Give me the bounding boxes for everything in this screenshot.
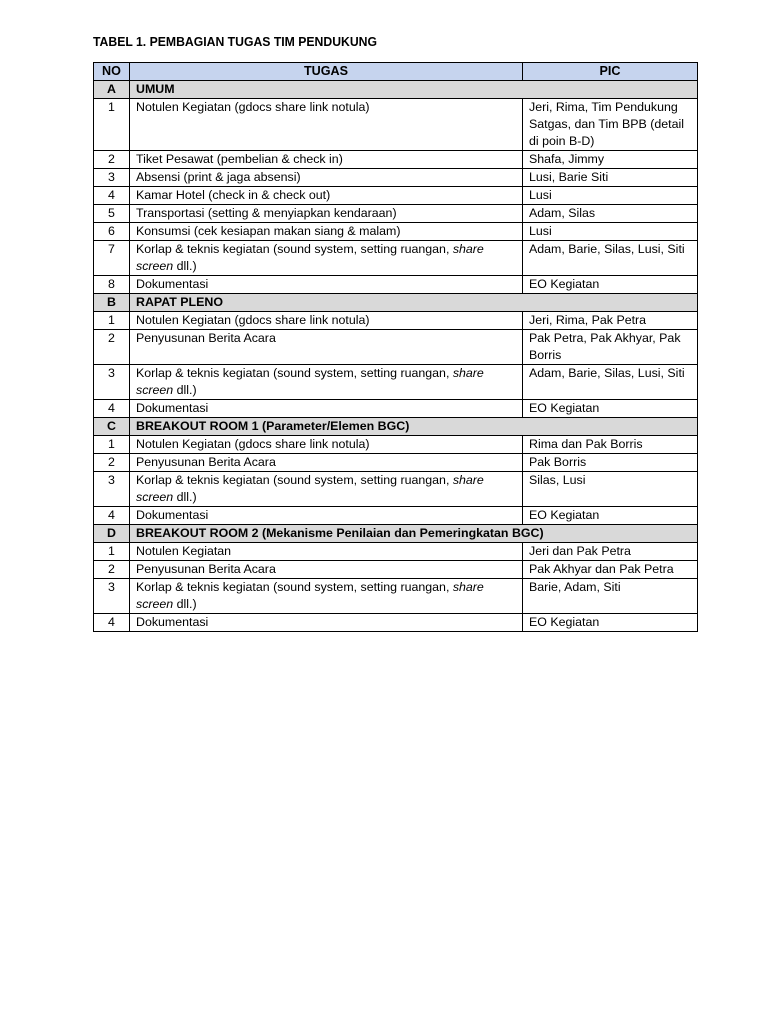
section-name: UMUM [130, 81, 698, 99]
task-cell [130, 151, 523, 169]
table-row [94, 400, 698, 418]
pic-cell: Barie, Adam, Siti [523, 579, 698, 614]
header-pic: PIC [523, 63, 698, 81]
table-body [94, 81, 698, 632]
task-text: Absensi (print & jaga absensi) [136, 170, 301, 184]
task-text: Korlap & teknis kegiatan (sound system, setting ruangan, [136, 473, 453, 487]
pic-cell: Pak Petra, Pak Akhyar, Pak Borris [523, 330, 698, 365]
task-cell [130, 330, 523, 365]
table-row [94, 365, 698, 400]
task-text: Dokumentasi [136, 401, 209, 415]
row-number: 1 [94, 543, 130, 561]
document-title: TABEL 1. PEMBAGIAN TUGAS TIM PENDUKUNG [93, 34, 378, 49]
section-row [94, 525, 698, 543]
table-row [94, 169, 698, 187]
pic-cell: Lusi, Barie Siti [523, 169, 698, 187]
task-cell [130, 169, 523, 187]
task-cell [130, 561, 523, 579]
task-text-italic: share screen [136, 473, 484, 504]
row-number: 6 [94, 223, 130, 241]
task-text: Konsumsi (cek kesiapan makan siang & malam) [136, 224, 401, 238]
section-letter: C [94, 418, 130, 436]
section-name: BREAKOUT ROOM 1 (Parameter/Elemen BGC) [130, 418, 698, 436]
table-row [94, 241, 698, 276]
task-text-italic: share screen [136, 242, 484, 273]
section-letter: D [94, 525, 130, 543]
task-cell [130, 241, 523, 276]
pic-cell: Silas, Lusi [523, 472, 698, 507]
task-text: Korlap & teknis kegiatan (sound system, setting ruangan, [136, 242, 453, 256]
row-number: 2 [94, 561, 130, 579]
pic-cell: EO Kegiatan [523, 276, 698, 294]
task-text: Dokumentasi [136, 508, 209, 522]
row-number: 2 [94, 454, 130, 472]
pic-cell: Pak Borris [523, 454, 698, 472]
task-text: Dokumentasi [136, 277, 209, 291]
row-number: 2 [94, 330, 130, 365]
task-cell [130, 276, 523, 294]
task-text: Penyusunan Berita Acara [136, 331, 276, 345]
table-row [94, 330, 698, 365]
task-cell [130, 454, 523, 472]
task-cell [130, 614, 523, 632]
row-number: 5 [94, 205, 130, 223]
table-row [94, 507, 698, 525]
section-letter: A [94, 81, 130, 99]
task-text: Tiket Pesawat (pembelian & check in) [136, 152, 343, 166]
table-row [94, 205, 698, 223]
row-number: 3 [94, 365, 130, 400]
section-row [94, 294, 698, 312]
row-number: 4 [94, 614, 130, 632]
task-text: Penyusunan Berita Acara [136, 455, 276, 469]
table-row [94, 579, 698, 614]
pic-cell: Jeri dan Pak Petra [523, 543, 698, 561]
table-row [94, 151, 698, 169]
task-text: Korlap & teknis kegiatan (sound system, setting ruangan, [136, 580, 453, 594]
pic-cell: Pak Akhyar dan Pak Petra [523, 561, 698, 579]
task-cell [130, 472, 523, 507]
task-text: Notulen Kegiatan (gdocs share link notula) [136, 437, 370, 451]
row-number: 4 [94, 187, 130, 205]
task-text: Korlap & teknis kegiatan (sound system, setting ruangan, [136, 366, 453, 380]
pic-cell: Jeri, Rima, Pak Petra [523, 312, 698, 330]
row-number: 3 [94, 579, 130, 614]
task-text: dll.) [173, 259, 197, 273]
row-number: 4 [94, 400, 130, 418]
pic-cell: Adam, Barie, Silas, Lusi, Siti [523, 365, 698, 400]
task-text: Penyusunan Berita Acara [136, 562, 276, 576]
row-number: 7 [94, 241, 130, 276]
task-text: Notulen Kegiatan (gdocs share link notula) [136, 313, 370, 327]
row-number: 1 [94, 312, 130, 330]
table-row [94, 472, 698, 507]
header-task: TUGAS [130, 63, 523, 81]
table-row [94, 614, 698, 632]
table-row [94, 543, 698, 561]
task-cell [130, 400, 523, 418]
pic-cell: Rima dan Pak Borris [523, 436, 698, 454]
table-row [94, 99, 698, 151]
pic-cell: EO Kegiatan [523, 614, 698, 632]
task-text: dll.) [173, 383, 197, 397]
section-row [94, 81, 698, 99]
task-cell [130, 187, 523, 205]
task-cell [130, 223, 523, 241]
task-cell [130, 543, 523, 561]
row-number: 3 [94, 472, 130, 507]
row-number: 1 [94, 436, 130, 454]
table-row [94, 187, 698, 205]
row-number: 3 [94, 169, 130, 187]
task-cell [130, 205, 523, 223]
pic-cell: Lusi [523, 187, 698, 205]
row-number: 8 [94, 276, 130, 294]
task-cell [130, 579, 523, 614]
section-name: BREAKOUT ROOM 2 (Mekanisme Penilaian dan Pemeringkatan BGC) [130, 525, 698, 543]
header-no: NO [94, 63, 130, 81]
table-row [94, 312, 698, 330]
pic-cell: Shafa, Jimmy [523, 151, 698, 169]
pic-cell: Jeri, Rima, Tim Pendukung Satgas, dan Tim BPB (detail di poin B-D) [523, 99, 698, 151]
task-cell [130, 312, 523, 330]
pic-cell: Adam, Silas [523, 205, 698, 223]
task-assignment-table [93, 62, 698, 632]
pic-cell: EO Kegiatan [523, 400, 698, 418]
task-cell [130, 365, 523, 400]
row-number: 1 [94, 99, 130, 151]
task-text: dll.) [173, 490, 197, 504]
table-row [94, 223, 698, 241]
table-row [94, 454, 698, 472]
task-text: Kamar Hotel (check in & check out) [136, 188, 331, 202]
task-text-italic: share screen [136, 366, 484, 397]
table-row [94, 276, 698, 294]
section-name: RAPAT PLENO [130, 294, 698, 312]
row-number: 4 [94, 507, 130, 525]
task-text: Notulen Kegiatan [136, 544, 232, 558]
table-header-row [94, 63, 698, 81]
row-number: 2 [94, 151, 130, 169]
task-text: Transportasi (setting & menyiapkan kendaraan) [136, 206, 397, 220]
task-text: Notulen Kegiatan (gdocs share link notula) [136, 100, 370, 114]
task-cell [130, 436, 523, 454]
section-row [94, 418, 698, 436]
pic-cell: Lusi [523, 223, 698, 241]
task-text: Dokumentasi [136, 615, 209, 629]
task-text: dll.) [173, 597, 197, 611]
table-row [94, 561, 698, 579]
table-row [94, 436, 698, 454]
section-letter: B [94, 294, 130, 312]
task-cell [130, 507, 523, 525]
task-cell [130, 99, 523, 151]
pic-cell: Adam, Barie, Silas, Lusi, Siti [523, 241, 698, 276]
task-text-italic: share screen [136, 580, 484, 611]
pic-cell: EO Kegiatan [523, 507, 698, 525]
